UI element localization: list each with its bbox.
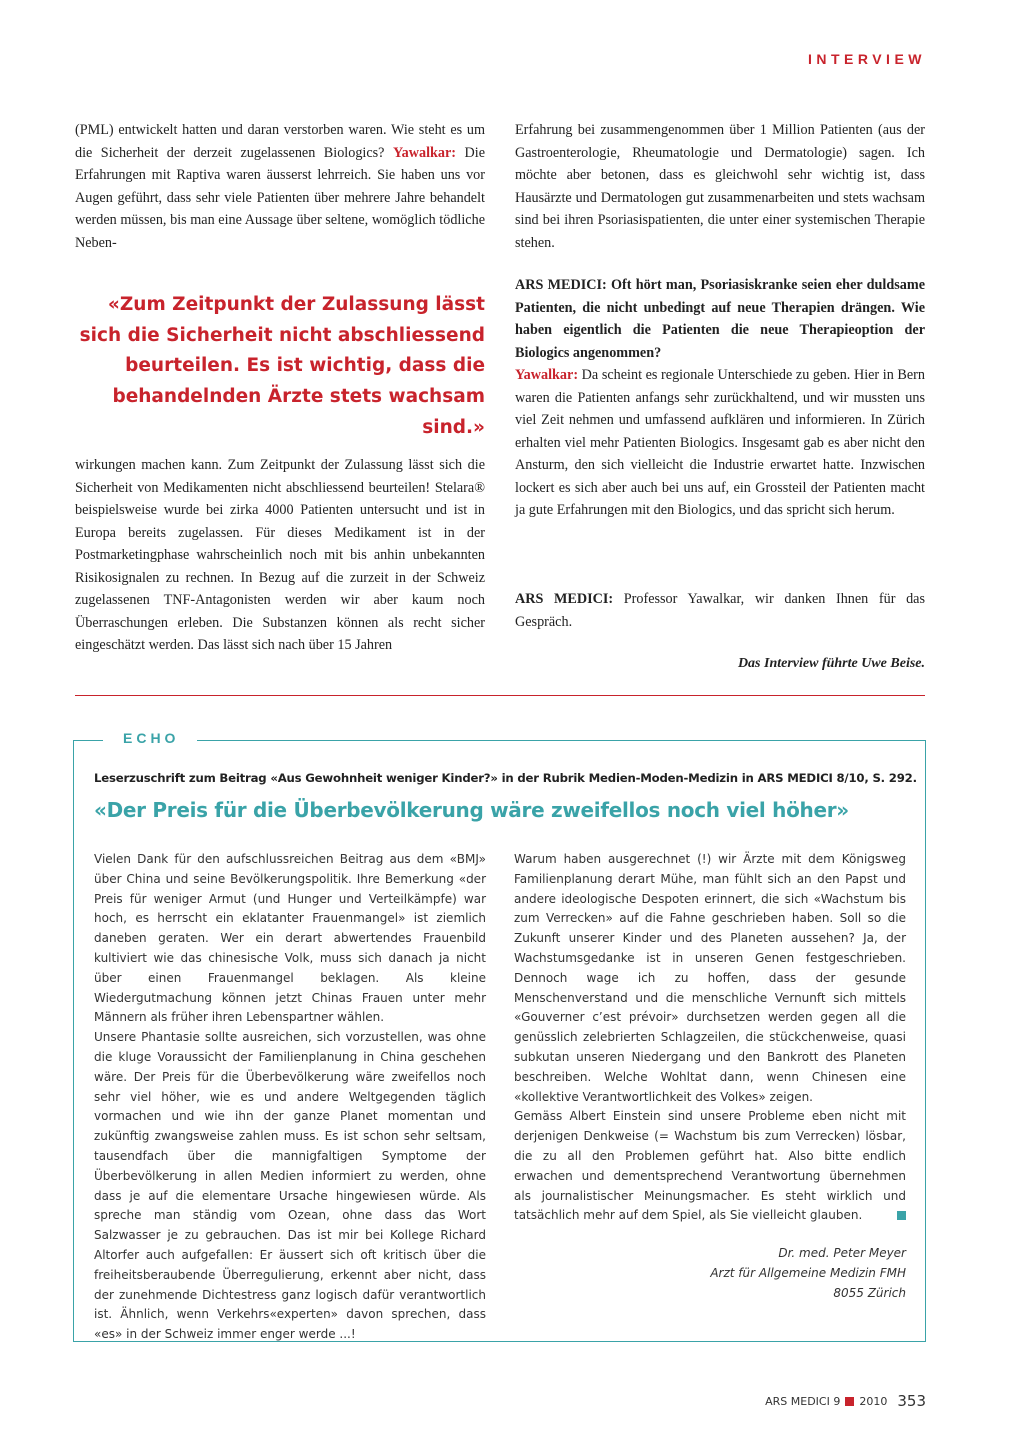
section-divider	[75, 695, 925, 696]
speaker-label: Yawalkar:	[392, 144, 457, 161]
closing-paragraph	[515, 588, 925, 633]
signature-place: 8055 Zürich	[833, 1285, 906, 1300]
letter-paragraph: Vielen Dank für den aufschlussreichen Beitrag aus dem «BMJ» über China und seine Bevölkerungspolitik. Ihre Bemerkung «der Preis für weniger Armut (und Hunger und Verteilkämpfe) war hoch, es herrscht ein eklatanter Frauenmangel» ist ziemlich daneben geraten. Wer ein derart abwertendes Frauenbild kultiviert wie das chinesische Volk, muss sich danach ja nicht über einen Frauenmangel beklagen. Als kleine Wiedergutmachung können jetzt Chinas Frauen unter mehr Männern als früher ihren Lebenspartner wählen.	[94, 852, 486, 1025]
question-text: Oft hört man, Psoriasiskranke seien eher duldsame Patienten, die nicht unbedingt auf neue Therapien drängen. Wie haben eigentlich die Patienten die neue Therapieoption der Biologics angenommen?	[515, 277, 925, 361]
journal-name: ARS MEDICI 9	[765, 1394, 841, 1408]
page-footer	[765, 1392, 926, 1410]
answer-paragraph	[515, 364, 925, 522]
answer-continuation: Erfahrung bei zusammengenommen über 1 Million Patienten (aus der Gastroenterologie, Rheumatologie und Dermatologie) sagen. Ich möchte aber betonen, dass es gleichwohl sehr wichtig ist, dass Hausärzte und Dermatologen gut zusammenarbeiten und stets wachsam sind bei ihren Psoriasispatienten, die unter einer systemischen Therapie stehen.	[515, 122, 925, 251]
interview-credit: Das Interview führte Uwe Beise.	[737, 656, 925, 671]
echo-right-column	[514, 850, 906, 1226]
echo-subtitle: Leserzuschrift zum Beitrag «Aus Gewohnheit weniger Kinder?» in der Rubrik Medien-Moden-Medizin in ARS MEDICI 8/10, S. 292.	[94, 771, 917, 785]
letter-text: Gemäss Albert Einstein sind unsere Probleme eben nicht mit derjenigen Denkweise (= Wachstum bis zum Verrecken) lösbar, die zu all den Problemen geführt hat. Also bitte endlich erwachen und dementsprechend Verantwortung übernehmen als journalistischer Meinungsmacher. Es steht wirklich und tatsächlich mehr auf dem Spiel, als Sie vielleicht glauben.	[514, 1109, 906, 1223]
letter-paragraph: Unsere Phantasie sollte ausreichen, sich vorzustellen, was ohne die kluge Voraussicht der Familienplanung in China geschehen wäre. Der Preis für die Überbevölkerung wäre zweifellos noch sehr viel höher, wie es und andere Weltgegenden täglich vormachen und wie ihn der ganze Planet momentan und zukünftig zwangsweise zahlen muss. Es ist schon sehr seltsam, tausendfach über die mannigfaltigen Symptome der Überbevölkerung in allen Medien informiert zu werden, ohne dass je auf die elementare Ursache hingewiesen würde. Als spreche man ständig vom Ozean, ohne dass das Wort Salzwasser je zu gebrauchen. Das ist mir bei Kollege Richard Altorfer auch aufgefallen: Er äussert sich oft kritisch über die freiheitsberaubende Überregulierung, erkennt aber nicht, dass der zunehmende Dichtestress ganz logisch dafür verantwortlich ist. Ähnlich, wenn Verkehrs«experten» davon sprechen, dass «es» in der Schweiz immer enger werde ...!	[94, 1030, 486, 1342]
separator-square-icon	[845, 1397, 854, 1406]
letter-paragraph	[514, 1107, 906, 1226]
interview-left-top	[75, 119, 485, 254]
interview-right-top	[515, 119, 925, 254]
answer-text: Die Erfahrungen mit Raptiva waren äusserst lehrreich. Sie haben uns vor Augen geführt, dass sehr viele Patienten über mehrere Jahre behandelt werden müssen, bis man eine Aussage über seltene, womöglich tödliche Neben-	[75, 144, 485, 251]
letter-signature	[514, 1244, 906, 1303]
closing-text: Professor Yawalkar, wir danken Ihnen für das Gespräch.	[515, 591, 926, 630]
question-label: ARS MEDICI:	[515, 277, 607, 293]
interview-left-bottom	[75, 454, 485, 657]
question-paragraph	[515, 274, 925, 364]
interview-q2	[515, 274, 925, 522]
interview-closing	[515, 588, 925, 633]
question-paragraph	[75, 119, 485, 254]
speaker-label: Yawalkar:	[515, 367, 579, 383]
echo-left-column	[94, 850, 486, 1345]
journal-year: 2010	[859, 1394, 888, 1408]
echo-title: «Der Preis für die Überbevölkerung wäre zweifellos noch viel höher»	[94, 798, 849, 822]
end-square-icon	[897, 1211, 906, 1220]
page-number: 353	[897, 1392, 926, 1410]
answer-continuation: wirkungen machen kann. Zum Zeitpunkt der Zulassung lässt sich die Sicherheit von Medikamenten nicht abschliessend beurteilen! Stelara® beispielsweise wurde bei zirka 4000 Patienten untersucht und ist in Europa bereits zugelassen. Für dieses Medikament ist in der Postmarketingphase wahrscheinlich noch mit bis anhin unbekannten Risikosignalen zu rechnen. In Bezug auf die zurzeit in der Schweiz zugelassenen TNF-Antagonisten werden wir aber kaum noch Überraschungen erleben. Die Substanzen können als recht sicher eingeschätzt werden. Das lässt sich nach über 15 Jahren	[75, 457, 485, 653]
question-text: (PML) entwickelt hatten und daran verstorben waren. Wie steht es um die Sicherheit der derzeit zugelassenen Biologics?	[75, 122, 485, 161]
signature-name: Dr. med. Peter Meyer	[778, 1246, 906, 1260]
pull-quote: «Zum Zeitpunkt der Zulassung lässt sich die Sicherheit nicht abschliessend beurteilen. Es ist wichtig, dass die behandelnden Ärzte stets wachsam sind.»	[79, 294, 485, 438]
letter-paragraph: Warum haben ausgerechnet (!) wir Ärzte mit dem Königsweg Familienplanung derart Mühe, man fühlt sich an den Papst und andere ideologische Despoten erinnert, die sich «Wachstum bis zum Verrecken» auf die Fahne geschrieben haben. Soll so die Zukunft unserer Kinder und des Planeten aussehen? Ja, der Wachstumsgedanke ist in unseren Genen festgeschrieben. Dennoch wage ich zu hoffen, dass der gesunde Menschenverstand und die menschliche Vernunft sich mittels «Gouverner c’est prévoir» durchsetzen werden gegen all die genüsslich zelebrierten Schlagzeilen, die stückchenweise, quasi subkutan unseren Niedergang und den Bankrott des Planeten beschreiben. Welche Wohltat dann, wenn Chinesen eine «kollektive Verantwortlichkeit des Volkes» zeigen.	[514, 852, 906, 1104]
echo-label: ECHO	[103, 730, 197, 746]
section-tag: INTERVIEW	[807, 51, 926, 67]
answer-text: Da scheint es regionale Unterschiede zu geben. Hier in Bern waren die Patienten anfangs sehr zurückhaltend, und wir mussten uns viel Zeit nehmen und umfassend aufklären und informieren. In Zürich erhalten viel mehr Patienten Biologics. Insgesamt gab es aber nicht den Ansturm, den sich vielleicht die Industrie erwartet hatte. Inzwischen lockert es sich aber auch bei uns auf, ein Grossteil der Patienten macht ja gute Erfahrungen mit den Biologics, und das spricht sich herum.	[515, 367, 925, 518]
closing-label: ARS MEDICI:	[515, 591, 614, 607]
signature-title: Arzt für Allgemeine Medizin FMH	[710, 1265, 906, 1280]
